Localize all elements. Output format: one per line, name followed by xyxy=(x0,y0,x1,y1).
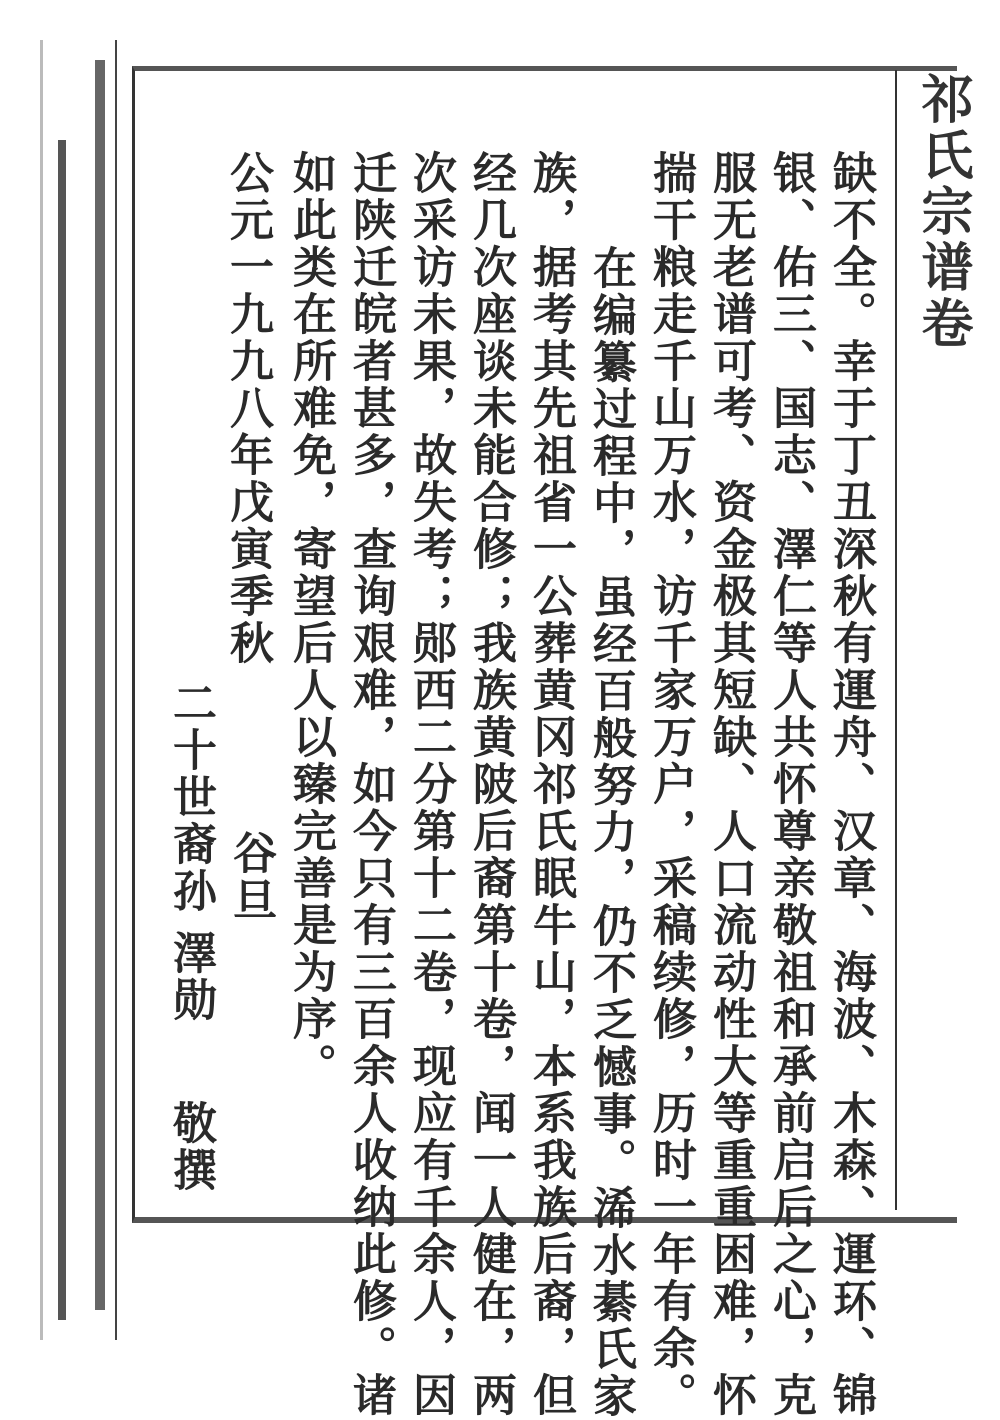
text-column-5: 在编纂过程中，虽经百般努力，仍不乏憾事。浠水綦氏家 xyxy=(585,245,636,1420)
text-column-4: 揣干粮走千山万水，访千家万户，采稿续修，历时一年有余。 xyxy=(645,150,696,1419)
closing-auspicious-day: 谷旦 xyxy=(225,830,276,924)
author-title: 二十世裔孙 xyxy=(165,680,216,915)
text-column-7: 经几次座谈未能合修；我族黄陂后裔第十卷，闻一人健在，两 xyxy=(465,150,516,1419)
text-column-1: 缺不全。幸于丁丑深秋有運舟、汉章、海波、木森、運环、锦 xyxy=(825,150,876,1419)
author-name: 澤勋 xyxy=(165,930,216,1024)
page-header-title: 祁氏宗谱卷 xyxy=(912,72,973,352)
text-column-8: 次采访未果，故失考；郧西二分第十二卷，现应有千余人，因 xyxy=(405,150,456,1419)
closing-date: 公元一九九八年戊寅季秋 xyxy=(222,150,273,667)
text-column-3: 服无老谱可考、资金极其短缺、人口流动性大等重重困难，怀 xyxy=(705,150,756,1419)
scan-edge xyxy=(115,40,117,1340)
text-column-10: 如此类在所难免，寄望后人以臻完善是为序。 xyxy=(285,150,336,1090)
text-column-2: 银、佑三、国志、澤仁等人共怀尊亲敬祖和承前启后之心，克 xyxy=(765,150,816,1419)
header-divider xyxy=(895,70,897,1210)
scan-edge xyxy=(40,40,43,1340)
text-column-9: 迁陕迁皖者甚多，查询艰难，如今只有三百余人收纳此修。诸 xyxy=(345,150,396,1419)
scan-edge xyxy=(95,60,105,1310)
author-suffix: 敬撰 xyxy=(165,1100,216,1194)
text-column-6: 族，据考其先祖省一公葬黄冈祁氏眠牛山，本系我族后裔，但 xyxy=(525,150,576,1419)
scan-edge xyxy=(58,140,66,1320)
